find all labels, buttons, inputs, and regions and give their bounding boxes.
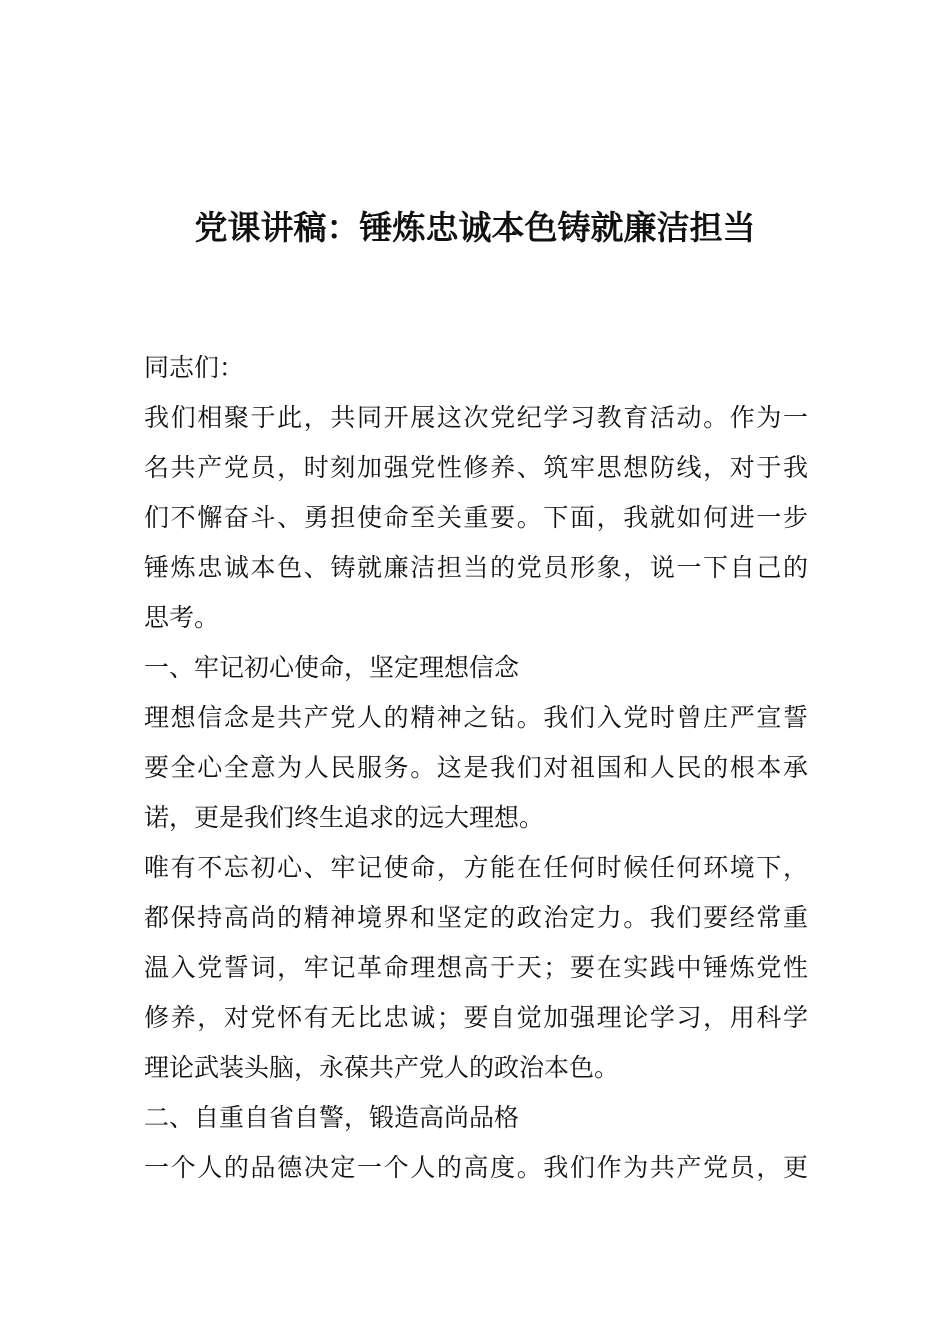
body-line: 唯有不忘初心、牢记使命，方能在任何时候任何环境下， — [144, 853, 808, 882]
document-body — [144, 343, 808, 1193]
body-line: 诺，更是我们终生追求的远大理想。 — [144, 803, 545, 832]
body-line: 要全心全意为人民服务。这是我们对祖国和人民的根本承 — [144, 753, 808, 782]
body-line: 一、牢记初心使命，坚定理想信念 — [144, 653, 520, 682]
body-line: 名共产党员，时刻加强党性修养、筑牢思想防线，对于我 — [144, 453, 808, 482]
body-line: 同志们： — [144, 353, 245, 382]
body-line: 理论武装头脑，永葆共产党人的政治本色。 — [144, 1053, 620, 1082]
body-line: 一个人的品德决定一个人的高度。我们作为共产党员，更 — [144, 1153, 808, 1182]
body-line: 们不懈奋斗、勇担使命至关重要。下面，我就如何进一步 — [144, 503, 808, 532]
body-line: 思考。 — [144, 603, 220, 632]
body-line: 温入党誓词，牢记革命理想高于天；要在实践中锤炼党性 — [144, 953, 808, 982]
body-line: 都保持高尚的精神境界和坚定的政治定力。我们要经常重 — [144, 903, 808, 932]
body-line: 修养，对党怀有无比忠诚；要自觉加强理论学习，用科学 — [144, 1003, 808, 1032]
document-title: 党课讲稿：锤炼忠诚本色铸就廉洁担当 — [194, 208, 756, 247]
body-line: 锤炼忠诚本色、铸就廉洁担当的党员形象，说一下自己的 — [144, 553, 808, 582]
body-line: 我们相聚于此，共同开展这次党纪学习教育活动。作为一 — [144, 403, 808, 432]
body-line: 理想信念是共产党人的精神之钻。我们入党时曾庄严宣誓 — [144, 703, 808, 732]
body-line: 二、自重自省自警，锻造高尚品格 — [144, 1103, 520, 1132]
